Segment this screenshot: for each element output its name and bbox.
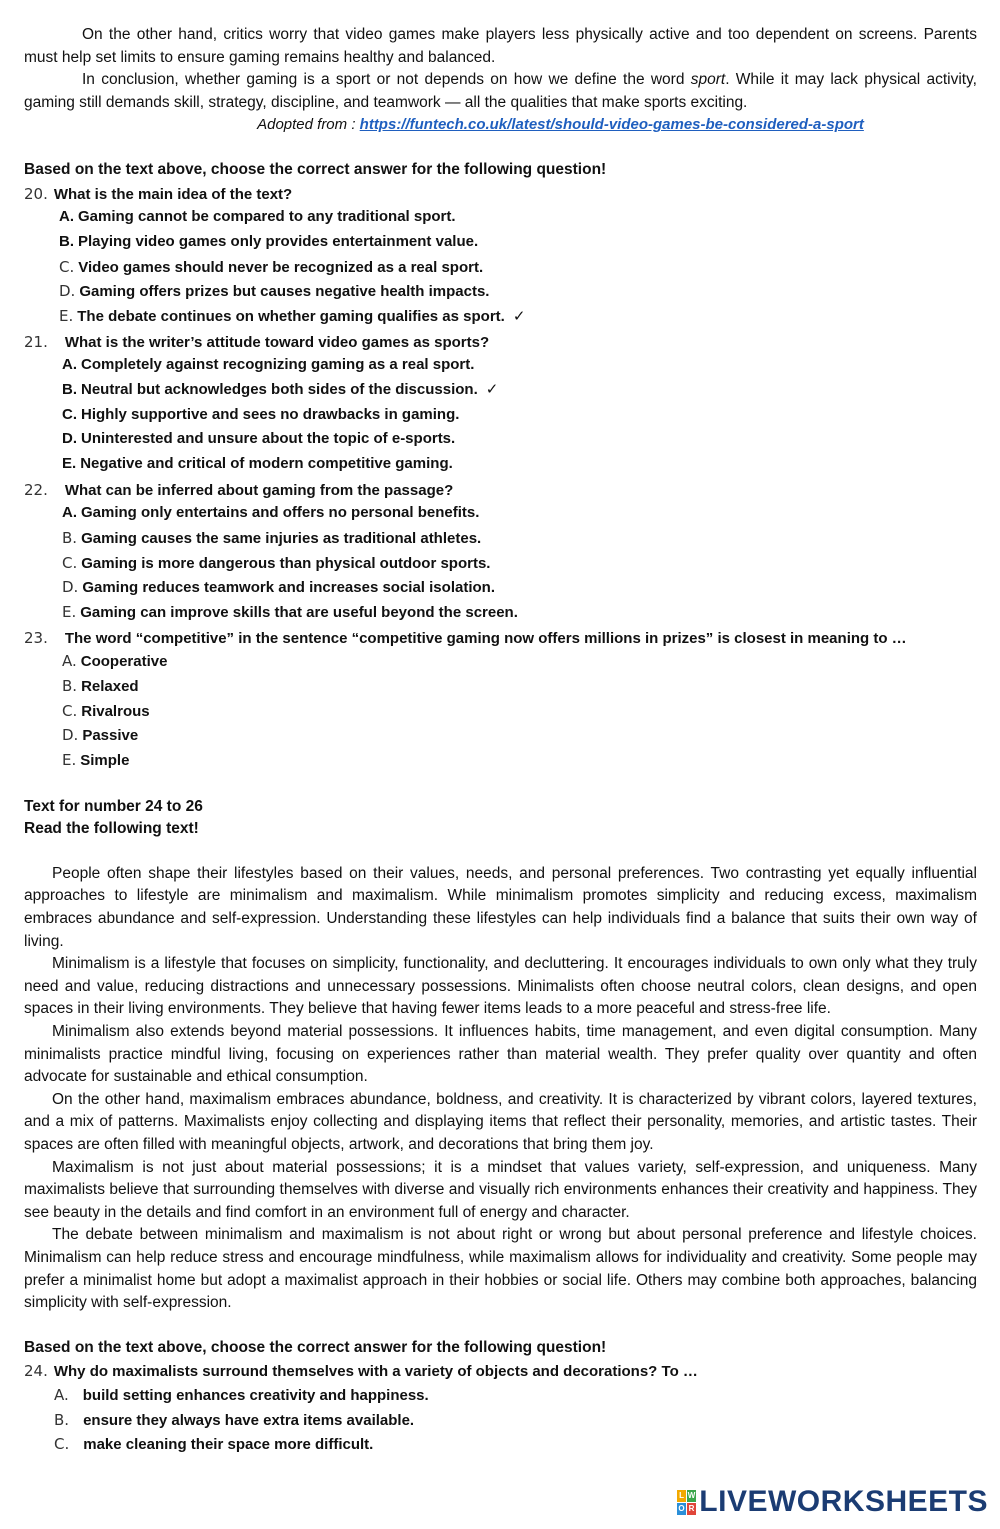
passage-paragraph: Minimalism also extends beyond material possessions. It influences habits, time management, and even digital consumption. Many minimalists practice mindful living, focusing on experiences rather than material wealth. They prefer quality over quantity and often advocate for sustainable and ethical consumption. — [24, 1023, 977, 1086]
answer-option[interactable] — [24, 379, 977, 404]
text-header: Text for number 24 to 26 — [24, 797, 203, 815]
option-letter: D. — [62, 578, 79, 597]
option-text: Relaxed — [81, 677, 139, 695]
option-letter: B. — [62, 676, 78, 695]
question-row — [24, 1360, 977, 1384]
source-label: Adopted from : — [257, 116, 360, 134]
option-text: make cleaning their space more difficult. — [83, 1436, 374, 1454]
option-text: Gaming only entertains and offers no personal benefits. — [81, 504, 480, 522]
logo-tile: O — [678, 1504, 686, 1513]
question-text: Why do maximalists surround themselves with a variety of objects and decorations? To … — [53, 1363, 698, 1381]
answer-option[interactable] — [24, 256, 977, 281]
question-row — [24, 479, 977, 503]
passage-paragraph: Maximalism is not just about material possessions; it is a mindset that values variety, self-expression, and uniqueness. Many maximalists believe that surrounding themselves with diverse and visually rich environments enhances their creativity and happiness. They see beauty in the details and find comfort in an environment full of energy and character. — [24, 1158, 977, 1221]
option-text: Gaming causes the same injuries as traditional athletes. — [81, 529, 482, 547]
option-letter: E. — [62, 454, 77, 472]
question-group-2 — [24, 1360, 977, 1458]
answer-option[interactable] — [24, 552, 977, 577]
worksheet-page — [24, 24, 977, 1458]
option-text: Completely against recognizing gaming as a real sport. — [81, 356, 475, 374]
option-letter: B. — [59, 232, 74, 250]
answer-option[interactable] — [24, 527, 977, 552]
liveworksheets-logo — [677, 1485, 988, 1519]
option-text: Cooperative — [80, 653, 168, 671]
option-letter: A. — [59, 208, 74, 226]
instruction-heading-1: Based on the text above, choose the correct answer for the following question! — [24, 160, 607, 178]
passage-paragraph: The debate between minimalism and maximalism is not about right or wrong but about personal preference and lifestyle choices. Minimalism can help reduce stress and encourage mindfulness, while maximalism allows for individuality and creativity. Some people may prefer a minimalist home but adopt a maximalist approach in their hobbies or social life. Others may combine both approaches, balancing simplicity with self-expression. — [24, 1226, 977, 1312]
answer-option[interactable] — [24, 280, 977, 305]
intro-paragraph-2 — [24, 69, 977, 114]
option-letter: E. — [62, 751, 77, 769]
option-letter: C. — [62, 701, 78, 720]
option-letter: A. — [62, 356, 77, 374]
option-letter: D. — [62, 726, 79, 745]
option-text: Gaming can improve skills that are useful beyond the screen. — [80, 603, 518, 621]
answer-option[interactable] — [24, 453, 977, 478]
passage-paragraph: People often shape their lifestyles based on their values, needs, and personal preferences. Two contrasting yet equally influential approaches to lifestyle are minimalism and maximalism. While minimalism promotes simplicity and reducing excess, maximalism embraces abundance and self-expression. Understanding these lifestyles can help individuals find a balance that suits their own way of living. — [24, 864, 977, 950]
intro-paragraph-1: On the other hand, critics worry that video games make players less physically active and too dependent on screens. Parents must help set limits to ensure gaming remains healthy and balanced. — [24, 26, 977, 66]
answer-option[interactable] — [24, 576, 977, 601]
answer-option[interactable] — [24, 354, 977, 379]
question-number: 20. — [24, 184, 48, 203]
option-letter: A. — [54, 1385, 69, 1404]
answer-option[interactable] — [24, 700, 977, 725]
option-text: Video games should never be recognized as a real sport. — [78, 258, 484, 276]
answer-option[interactable] — [24, 749, 977, 774]
option-text: Uninterested and unsure about the topic of e-sports. — [81, 430, 456, 448]
question-number: 24. — [24, 1362, 48, 1381]
reading-passage — [24, 863, 977, 1315]
option-text: build setting enhances creativity and happiness. — [82, 1386, 429, 1404]
question-group-1 — [24, 183, 977, 774]
option-text: ensure they always have extra items available. — [83, 1411, 415, 1429]
option-text: Highly supportive and sees no drawbacks in gaming. — [81, 405, 460, 423]
option-letter: E. — [59, 306, 74, 325]
option-text: Gaming cannot be compared to any traditional sport. — [78, 208, 456, 226]
answer-option[interactable] — [24, 502, 977, 527]
answer-option[interactable] — [24, 650, 977, 675]
option-text: Passive — [82, 727, 139, 745]
option-letter: B. — [62, 528, 78, 547]
option-letter: C. — [62, 405, 77, 423]
answer-option[interactable] — [24, 428, 977, 453]
source-citation — [24, 114, 977, 137]
logo-tile: R — [688, 1504, 695, 1513]
option-letter: D. — [62, 430, 77, 448]
instruction-heading-2: Based on the text above, choose the correct answer for the following question! — [24, 1338, 607, 1356]
option-text: The debate continues on whether gaming qualifies as sport. — [77, 307, 505, 325]
option-text: Simple — [80, 752, 130, 769]
answer-option[interactable] — [24, 675, 977, 700]
checkmark-icon: ✓ — [512, 307, 526, 325]
passage-paragraph: Minimalism is a lifestyle that focuses on simplicity, functionality, and decluttering. It encourages individuals to own only what they truly need and value, reducing distractions and unnecessary possessions. Minimalists often choose neutral colors, clean designs, and open spaces in their living environments. They believe that having fewer items leads to a more peaceful and stress-free life. — [24, 955, 977, 1018]
answer-option[interactable] — [24, 231, 977, 256]
question-number: 22. — [24, 480, 48, 499]
logo-tile: L — [679, 1491, 685, 1500]
read-header: Read the following text! — [24, 820, 199, 838]
option-letter: E. — [62, 602, 77, 621]
question-text: The word “competitive” in the sentence “competitive gaming now offers millions in prizes” is closest in meaning to … — [64, 629, 907, 647]
answer-option[interactable] — [24, 404, 977, 429]
source-link[interactable]: https://funtech.co.uk/latest/should-video-games-be-considered-a-sport — [359, 116, 864, 134]
option-letter: A. — [62, 504, 77, 522]
question-text: What can be inferred about gaming from the passage? — [64, 481, 454, 499]
question-row — [24, 331, 977, 355]
option-letter: A. — [62, 652, 77, 671]
question-row — [24, 627, 977, 651]
option-text: Gaming reduces teamwork and increases social isolation. — [82, 579, 495, 597]
logo-mark-icon — [677, 1490, 696, 1515]
answer-option[interactable] — [24, 1384, 977, 1409]
option-letter: D. — [59, 282, 76, 301]
question-row — [24, 183, 977, 207]
question-text: What is the writer’s attitude toward video games as sports? — [64, 333, 490, 351]
option-letter: C. — [59, 257, 75, 276]
answer-option[interactable] — [24, 1409, 977, 1434]
logo-text: LIVEWORKSHEETS — [699, 1485, 988, 1519]
answer-option[interactable] — [24, 724, 977, 749]
intro-p2-part-b: . While it may lack physical activity, gaming still demands skill, strategy, discipline, and teamwork — all the qualities that make sports exciting. — [24, 71, 977, 111]
question-text: What is the main idea of the text? — [53, 185, 293, 203]
option-text: Rivalrous — [81, 702, 150, 720]
option-text: Negative and critical of modern competitive gaming. — [80, 454, 453, 472]
passage-paragraph: On the other hand, maximalism embraces abundance, boldness, and creativity. It is characterized by vibrant colors, layered textures, and a mix of patterns. Maximalists enjoy collecting and displaying items that reflect their personality, memories, and artistic tastes. Their spaces are often filled with meaningful objects, artwork, and decorations that bring them joy. — [24, 1090, 977, 1153]
option-text: Neutral but acknowledges both sides of the discussion. — [81, 380, 478, 398]
option-letter: C. — [62, 553, 78, 572]
answer-option[interactable] — [24, 1433, 977, 1458]
option-text: Playing video games only provides entertainment value. — [78, 232, 479, 250]
question-number: 23. — [24, 628, 48, 647]
option-letter: B. — [54, 1410, 70, 1429]
intro-p2-part-a: In conclusion, whether gaming is a sport or not depends on how we define the word — [82, 71, 691, 89]
option-letter: C. — [54, 1435, 70, 1454]
checkmark-icon: ✓ — [485, 380, 499, 398]
answer-option[interactable] — [24, 206, 977, 231]
question-number: 21. — [24, 332, 48, 351]
option-text: Gaming offers prizes but causes negative health impacts. — [79, 283, 490, 301]
intro-p2-emphasis: sport — [690, 71, 726, 89]
answer-option[interactable] — [24, 305, 977, 330]
answer-option[interactable] — [24, 601, 977, 626]
option-text: Gaming is more dangerous than physical outdoor sports. — [81, 554, 491, 572]
option-letter: B. — [62, 380, 77, 398]
logo-tile: W — [687, 1491, 696, 1500]
